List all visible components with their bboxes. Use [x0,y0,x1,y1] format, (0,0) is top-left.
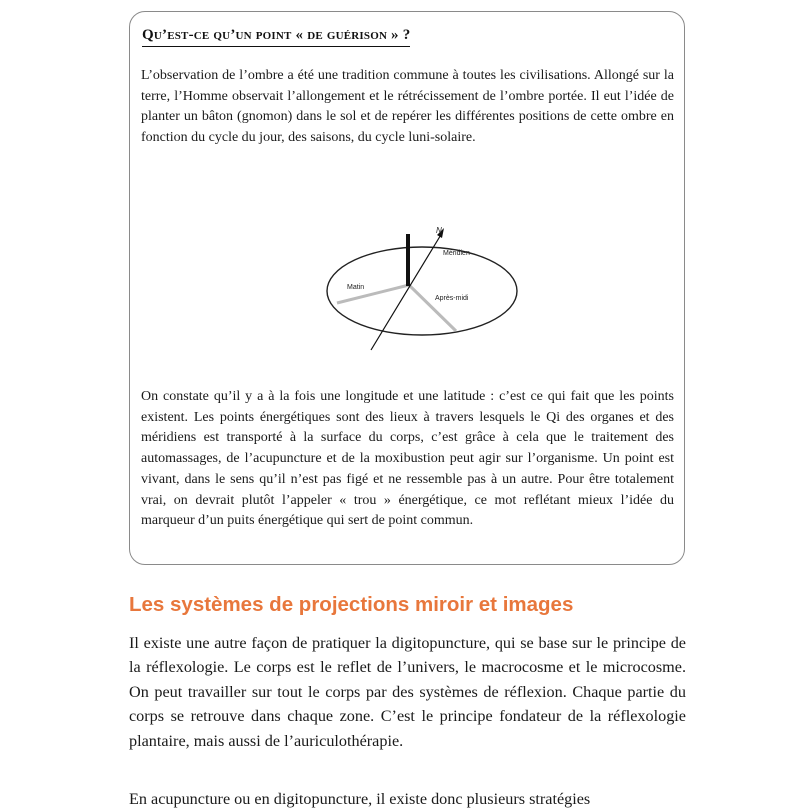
afternoon-label: Après-midi [435,295,469,302]
north-label: N [436,226,442,235]
meridian-label: Méridien [443,250,470,257]
box-title: Qu’est-ce qu’un point « de guérison » ? [142,26,410,47]
gnomon-diagram [324,217,534,357]
box-paragraph-2: On constate qu’il y a à la fois une longitude et une latitude : c’est ce qui fait que les points existent. Les points énergétiques sont des lieux à travers lesquels le Qi des organes et des méridiens est transporté à la surface du corps, c’est grâce à cela que le traitement des automassages, de l’acupuncture et de la moxibustion peut agir sur l’organisme. Un point est vivant, dans le sens qu’il n’est pas figé et ne ressemble pas à un autre. Pour être totalement vrai, on devrait plutôt l’appeler « trou » énergétique, ce mot reflétant mieux l’idée du marqueur d’un puits énergétique qui sert de point commun. [141,389,674,529]
body-paragraph-2: En acupuncture ou en digitopuncture, il existe donc plusieurs stratégies [129,790,591,808]
body-paragraph-1: Il existe une autre façon de pratiquer la digitopuncture, qui se base sur le principe de la réflexologie. Le corps est le reflet de l’univers, le macrocosme et le microcosme. On peut travailler sur tout le corps par des systèmes de réflexion. Chaque partie du corps se retrouve dans chaque zone. C’est le principe fondateur de la réflexologie plantaire, mais aussi de l’auriculothérapie. [129,634,686,750]
info-box [129,11,685,565]
box-paragraph-1: L’observation de l’ombre a été une tradition commune à toutes les civilisations. Allongé sur la terre, l’Homme observait l’allongement et le rétrécissement de l’ombre portée. Il eut l’idée de planter un bâton (gnomon) dans le sol et de repérer les différentes positions de cette ombre en fonction du cycle du jour, des saisons, du cycle luni-solaire. [141,68,674,146]
afternoon-shadow-line [409,285,456,331]
morning-label: Matin [347,284,365,291]
section-heading: Les systèmes de projections miroir et images [129,593,574,616]
ground-ellipse [327,247,517,335]
